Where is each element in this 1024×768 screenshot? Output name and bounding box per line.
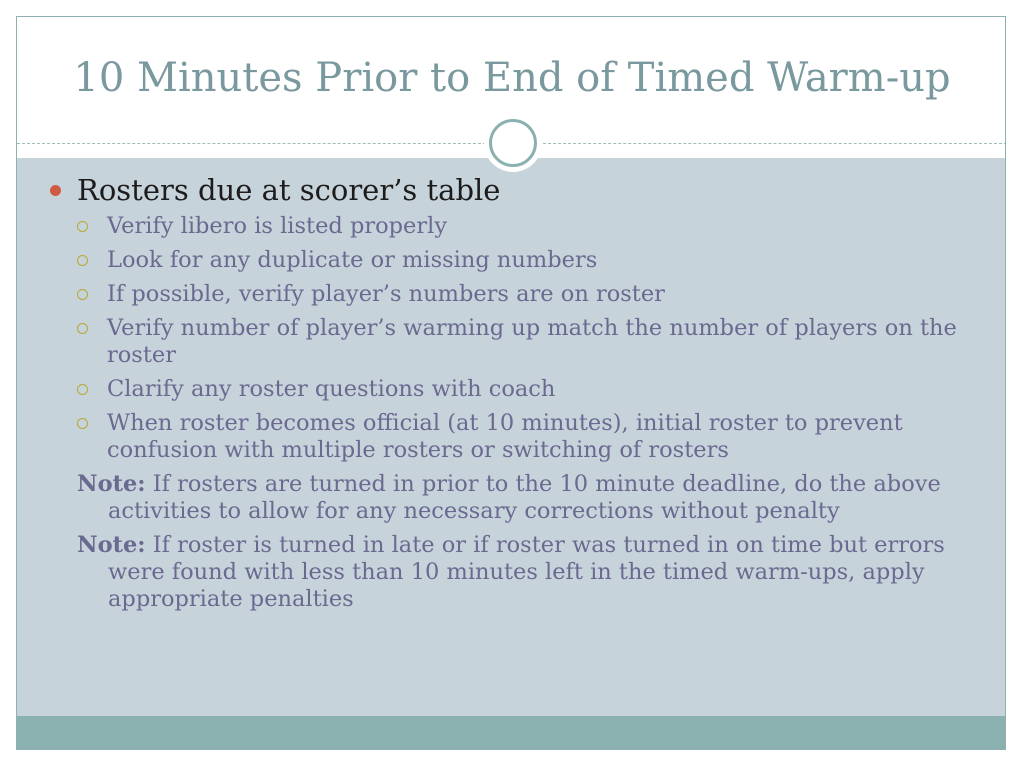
sub-bullet-text: Verify libero is listed properly xyxy=(107,213,448,239)
sub-bullet-item xyxy=(107,315,992,369)
sub-bullet-text: Verify number of player’s warming up match the number of players on the roster xyxy=(107,315,957,368)
sub-bullet-item xyxy=(107,281,992,308)
hollow-circle-bullet-icon xyxy=(77,221,88,232)
sub-bullet-text: Clarify any roster questions with coach xyxy=(107,376,556,402)
filled-dot-bullet-icon xyxy=(50,185,61,196)
slide xyxy=(16,16,1006,750)
note-paragraph xyxy=(77,471,983,525)
sub-bullet-item xyxy=(107,213,992,240)
slide-body xyxy=(17,173,1006,620)
sub-bullet-item xyxy=(107,376,992,403)
bullet-rosters-due xyxy=(77,173,1006,207)
sub-bullet-item xyxy=(107,247,992,274)
inner-ring-icon xyxy=(499,129,527,157)
hollow-circle-bullet-icon xyxy=(77,289,88,300)
hollow-circle-bullet-icon xyxy=(77,323,88,334)
note-text: If roster is turned in late or if roster was turned in on time but errors were found with less than 10 minutes left in the timed warm-ups, apply appropriate penalties xyxy=(108,532,945,612)
sub-bullet-text: Look for any duplicate or missing numbers xyxy=(107,247,598,273)
note-label: Note: xyxy=(77,471,146,497)
note-paragraph xyxy=(77,532,983,613)
note-text: If rosters are turned in prior to the 10 minute deadline, do the above activities to allow for any necessary corrections without penalty xyxy=(108,471,941,524)
hollow-circle-bullet-icon xyxy=(77,418,88,429)
sub-bullet-text: When roster becomes official (at 10 minutes), initial roster to prevent confusion with multiple rosters or switching of rosters xyxy=(107,410,903,463)
footer-band xyxy=(17,716,1006,750)
note-label: Note: xyxy=(77,532,146,558)
sub-bullet-item xyxy=(107,410,992,464)
bullet-text: Rosters due at scorer’s table xyxy=(77,173,501,207)
slide-title: 10 Minutes Prior to End of Timed Warm-up xyxy=(73,55,951,101)
ring-icon xyxy=(489,119,537,167)
hollow-circle-bullet-icon xyxy=(77,384,88,395)
sub-bullet-text: If possible, verify player’s numbers are on roster xyxy=(107,281,665,307)
hollow-circle-bullet-icon xyxy=(77,255,88,266)
circle-ornament-icon xyxy=(484,114,542,172)
